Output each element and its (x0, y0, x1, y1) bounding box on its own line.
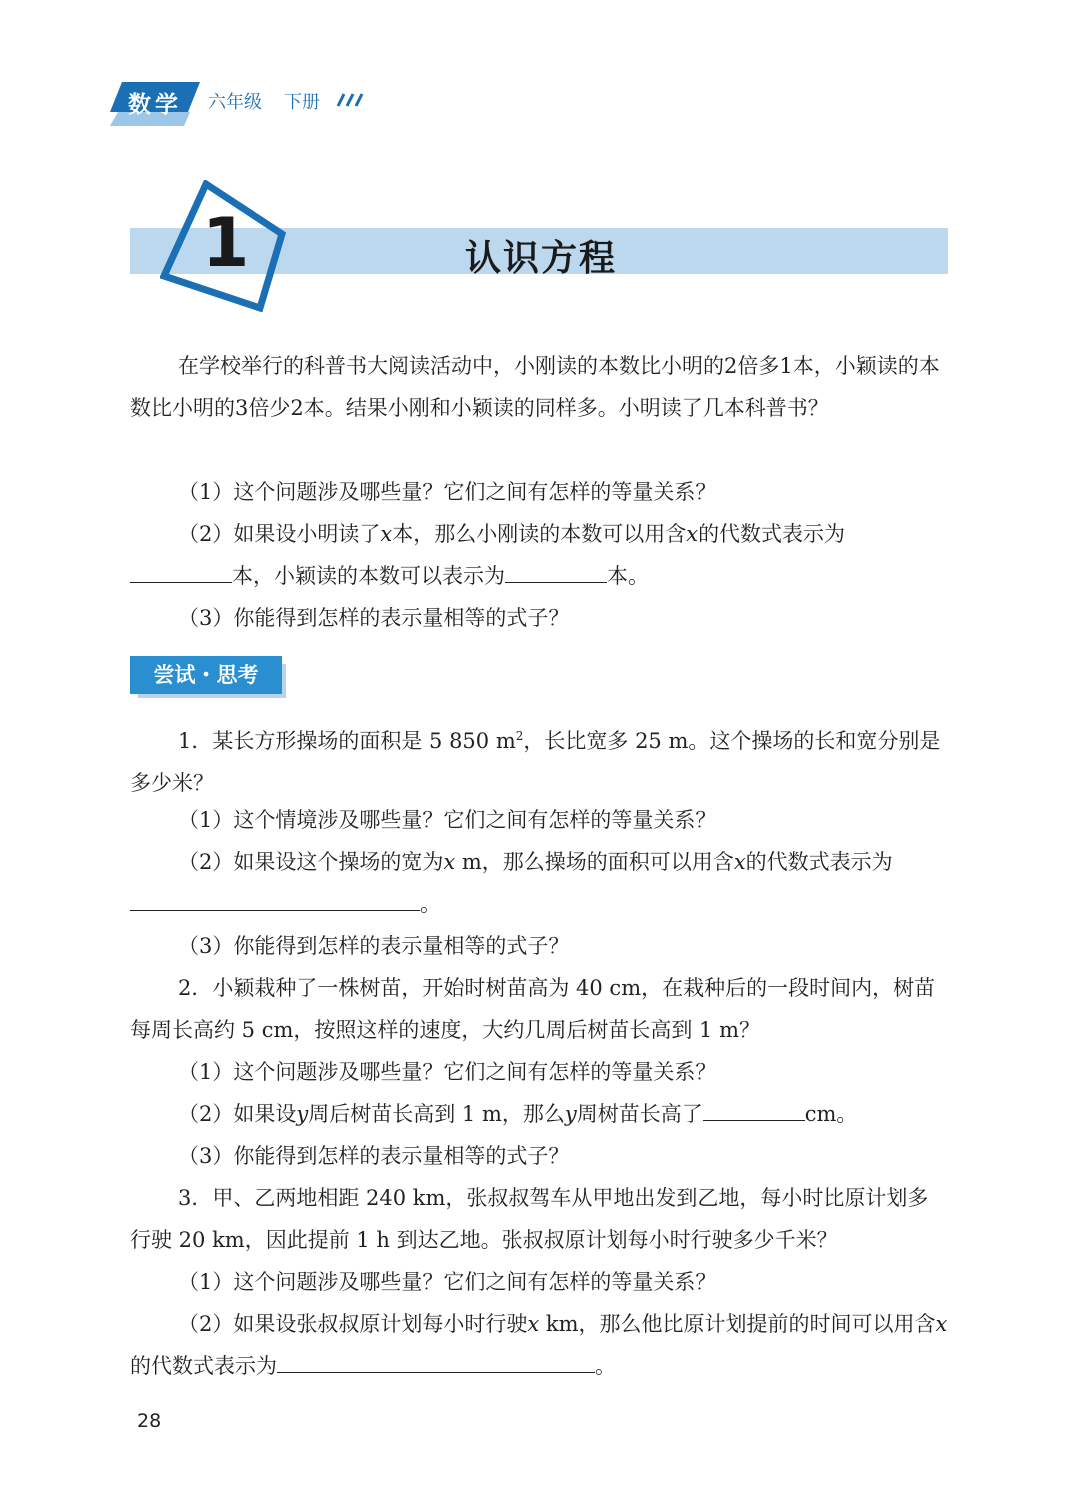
answer-blank[interactable] (130, 884, 420, 911)
answer-blank[interactable] (505, 556, 607, 583)
answer-blank[interactable] (703, 1094, 805, 1121)
problem-1-question-3: （3）你能得到怎样的表示量相等的式子？ (178, 934, 570, 958)
intro-problem: 在学校举行的科普书大阅读活动中，小刚读的本数比小明的2倍多1本，小颖读的本数比小明的3倍少2本。结果小刚和小颖读的同样多。小明读了几本科普书？ (130, 354, 940, 420)
lesson-heading (130, 180, 948, 312)
problem-3: 3．甲、乙两地相距 240 km，张叔叔驾车从甲地出发到乙地，每小时比原计划多行驶 20 km，因此提前 1 h 到达乙地。张叔叔原计划每小时行驶多少千米？ (130, 1186, 929, 1252)
answer-blank[interactable] (277, 1346, 595, 1373)
problem-3-question-2: （2）如果设张叔叔原计划每小时行驶x km，那么他比原计划提前的时间可以用含x的代数式表示为 。 (130, 1312, 948, 1378)
problem-2-question-2: （2）如果设y周后树苗长高到 1 m，那么y周树苗长高了 cm。 (130, 1093, 996, 1135)
problem-1-question-2: （2）如果设这个操场的宽为x m，那么操场的面积可以用含x的代数式表示为。 (130, 841, 948, 925)
intro-question-2: （2）如果设小明读了x本，那么小刚读的本数可以用含x的代数式表示为 本，小颖读的本数可以表示为 本。 (130, 513, 948, 597)
lesson-number: 1 (202, 204, 250, 283)
grade-label: 六年级 (208, 92, 262, 113)
problem-1: 1．某长方形操场的面积是 5 850 $m^2$，长比宽多 25 m。这个操场的长和宽分别是多少米？ (130, 729, 941, 795)
answer-blank[interactable] (130, 556, 232, 583)
subject-title: 数学 (128, 92, 182, 118)
problem-2: 2．小颖栽种了一株树苗，开始时树苗高为 40 cm，在栽种后的一段时间内，树苗每周长高约 5 cm，按照这样的速度，大约几周后树苗长高到 1 m？ (130, 976, 936, 1042)
problem-2-question-3: （3）你能得到怎样的表示量相等的式子？ (178, 1144, 570, 1168)
page-number: 28 (137, 1410, 162, 1432)
intro-question-3: （3）你能得到怎样的表示量相等的式子？ (178, 606, 570, 630)
problem-2-question-1: （1）这个问题涉及哪些量？它们之间有怎样的等量关系？ (178, 1060, 717, 1084)
lesson-title: 认识方程 (465, 237, 618, 279)
slash-decoration-icon (332, 92, 366, 108)
page-header (108, 78, 408, 128)
section-tag-label: 尝试・思考 (130, 656, 282, 694)
volume-label: 下册 (284, 92, 320, 113)
intro-question-1: （1）这个问题涉及哪些量？它们之间有怎样的等量关系？ (178, 480, 717, 504)
problem-3-question-1: （1）这个问题涉及哪些量？它们之间有怎样的等量关系？ (178, 1270, 717, 1294)
problem-1-question-1: （1）这个情境涉及哪些量？它们之间有怎样的等量关系？ (178, 808, 717, 832)
section-tag (130, 656, 290, 702)
